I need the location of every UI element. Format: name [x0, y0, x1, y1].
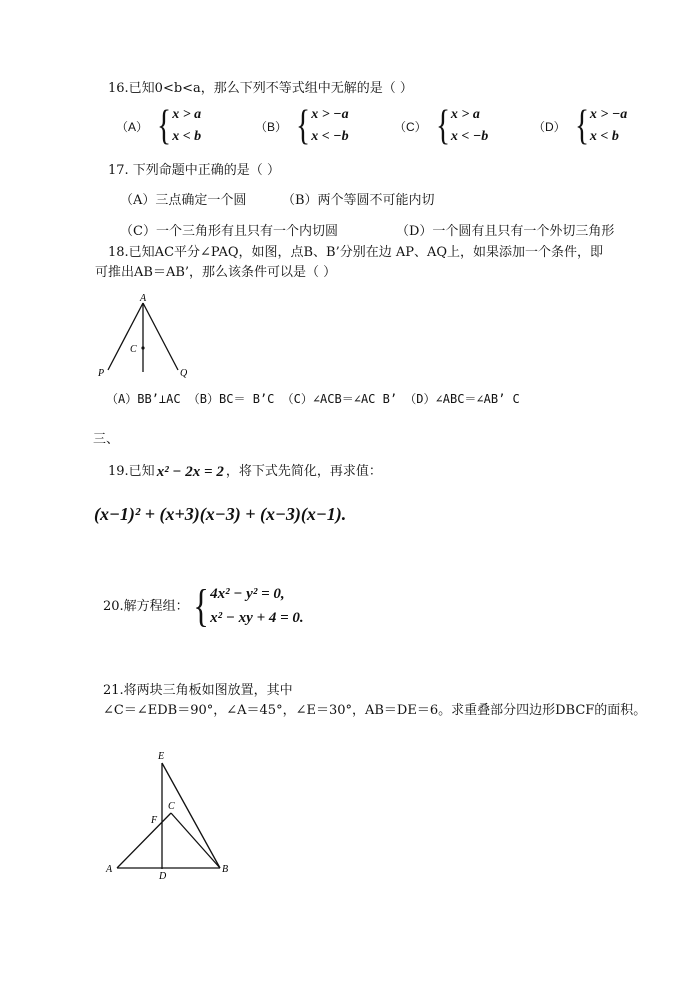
brace-icon: { [157, 103, 172, 149]
label-a: A [106, 864, 113, 875]
section-heading: 三、 [93, 432, 120, 447]
q17-stem: 17. 下列命题中正确的是（ ） [108, 163, 280, 178]
inequality-line: x > a [172, 107, 202, 122]
q21-figure [100, 745, 240, 885]
ray-aq [143, 303, 178, 370]
inequality-line: x > −a [589, 107, 628, 122]
label-c: C [168, 801, 175, 812]
label-e: E [158, 751, 165, 762]
q16-option-b [255, 104, 349, 148]
q16-option-d [533, 104, 627, 148]
option-label: （B） [255, 119, 288, 134]
inequality-line: x < b [172, 129, 202, 144]
brace-icon: { [193, 580, 209, 631]
label-b: B [222, 864, 229, 875]
inequality-line: x < −b [311, 129, 349, 144]
q17-option-c: （C）一个三角形有且只有一个内切圆 [120, 224, 338, 239]
q18-options: （A）BB’⊥AC （B）BC＝ B’C （C）∠ACB＝∠AC B’ （D）∠ABC＝∠AB’ C [106, 392, 520, 406]
q20-system [190, 582, 304, 630]
inequality-line: x > −a [311, 107, 349, 122]
segment-eb [162, 763, 220, 868]
q19-suffix: ，将下式先简化，再求值： [225, 464, 382, 479]
q20-prefix: 20.解方程组： [103, 599, 189, 614]
q17-option-a: （A）三点确定一个圆 [120, 193, 247, 208]
label-f: F [151, 815, 158, 826]
q19-prefix: 19.已知 [108, 464, 155, 479]
label-d: D [159, 871, 167, 882]
q16-stem: 16.已知0<b<a，那么下列不等式组中无解的是（ ） [108, 81, 413, 96]
inequality-line: x < −b [450, 129, 489, 144]
ray-ap [108, 303, 143, 370]
brace-icon: { [574, 103, 589, 149]
segment-cb [171, 813, 220, 868]
brace-icon: { [435, 103, 450, 149]
label-q: Q [180, 368, 188, 379]
inequality-line: x > a [450, 107, 480, 122]
q20-eq2: x² − xy + 4 = 0. [210, 610, 304, 626]
q19-stem [108, 464, 382, 480]
q18-stem-line1: 18.已知AC平分∠PAQ，如图，点B、B’分别在边 AP、AQ上，如果添加一个条件，即 [108, 245, 604, 260]
q17-option-b: （B）两个等圆不可能内切 [282, 193, 435, 208]
q19-expression: (x−1)² + (x+3)(x−3) + (x−3)(x−1). [94, 504, 347, 524]
brace-icon: { [296, 103, 311, 149]
label-p: P [98, 368, 105, 379]
q18-figure [92, 290, 202, 380]
q16-option-a [116, 104, 201, 148]
q18-stem-line2: 可推出AB＝AB’，那么该条件可以是（ ） [95, 265, 337, 280]
point-c [141, 346, 144, 349]
q21-stem-line1: 21.将两块三角板如图放置，其中 [103, 683, 293, 698]
option-label: （A） [116, 119, 149, 134]
q19-condition: x² − 2x = 2 [156, 464, 224, 480]
label-a: A [140, 293, 147, 304]
option-label: （D） [533, 119, 566, 134]
inequality-line: x < b [589, 129, 619, 144]
q16-option-c [394, 104, 488, 148]
segment-ac [117, 813, 171, 868]
label-c: C [130, 344, 137, 355]
q20-eq1: 4x² − y² = 0, [210, 586, 285, 602]
option-label: （C） [394, 119, 427, 134]
q21-stem-line2: ∠C＝∠EDB＝90°，∠A＝45°，∠E＝30°，AB＝DE＝6。求重叠部分四边形DBCF的面积。 [103, 703, 647, 718]
q17-option-d: （D）一个圆有且只有一个外切三角形 [396, 224, 615, 239]
